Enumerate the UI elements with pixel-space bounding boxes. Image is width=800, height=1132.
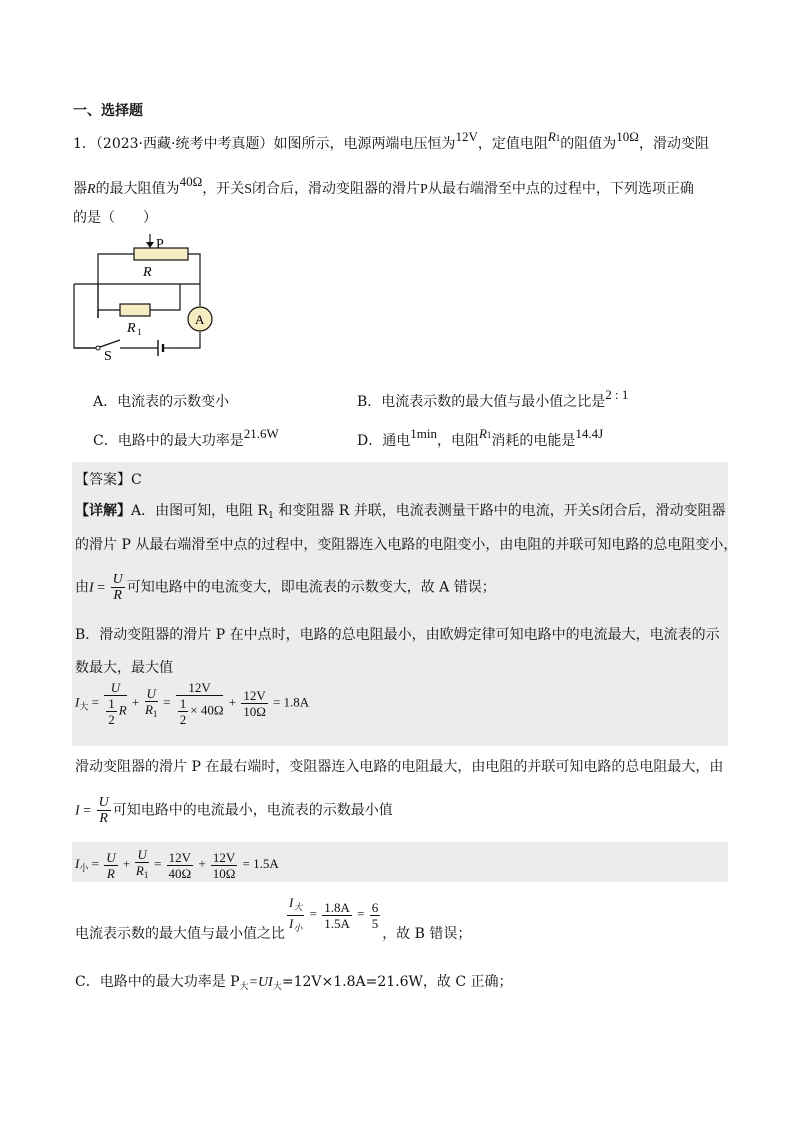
answer-label: 【答案】C	[75, 472, 142, 488]
switch-pivot	[96, 346, 100, 350]
option-c: C．电路中的最大功率是21.6W	[93, 426, 279, 449]
option-b-ratio: 2 : 1	[605, 387, 629, 402]
option-a: A．电流表的示数变小	[93, 394, 230, 410]
r-max-value: 40Ω	[179, 174, 203, 189]
option-d: D．通电1min，电阻R1消耗的电能是14.4J	[357, 426, 604, 449]
detail-b-line-1: B．滑动变阻器的滑片 P 在中点时，电路的总电阻最小，由欧姆定律可知电路中的电流最大，电流表的示	[75, 627, 720, 643]
label-r1: R	[127, 321, 136, 336]
detail-b-line-3: 滑动变阻器的滑片 P 在最右端时，变阻器连入电路的电阻最大，由电阻的并联可知电路的总电阻最大，由	[75, 759, 724, 775]
question-text: ，开关	[202, 181, 245, 197]
detail-b-line-2: 数最大，最大值	[75, 660, 173, 676]
option-c-value: 21.6W	[243, 426, 279, 441]
detail-line-3: 由I = $\frac{U}{R}$ 可知电路中的电流变大，即电流表的示数变大，故 A 错误；	[75, 572, 496, 603]
section-title: 一、选择题	[73, 103, 143, 119]
wire-left	[74, 284, 96, 348]
wire-r1-right	[150, 284, 180, 310]
label-p: P	[156, 237, 164, 252]
formula-max-current: $I_大$ = U $\frac{1}{2}$ R + $\frac{U}{R_1}$ = 12V $\frac{1}{2}$ × 40Ω + $\frac{12V}{10\Omega}$ = 1.8A	[75, 680, 310, 727]
resistor-r1	[120, 304, 150, 316]
option-b: B．电流表示数的最大值与最小值之比是2 : 1	[357, 387, 629, 410]
switch-symbol: S	[244, 182, 253, 197]
detail-b-line-4: I = $\frac{U}{R}$ 可知电路中的电流最小，电流表的示数最小值	[75, 795, 393, 826]
option-d-value: 14.4J	[575, 426, 604, 441]
switch-blade	[100, 340, 120, 347]
option-d-time: 1min	[410, 426, 437, 441]
r1-symbol: R1	[547, 129, 561, 144]
question-text: 从最右端滑至中点的过程中，下列选项正确	[427, 181, 694, 197]
label-r: R	[143, 265, 152, 280]
question-line-3: 的是（ ）	[73, 210, 157, 226]
option-d-r1: R1	[478, 426, 492, 441]
slider-arrow	[146, 242, 154, 248]
detail-line-1: 【详解】A．由图可知，电阻 $R_1$ 和变阻器 R 并联，电流表测量干路中的电流，开关S闭合后，滑动变阻器	[75, 503, 726, 521]
question-text: 器	[73, 181, 87, 197]
question-text: 的阻值为	[560, 136, 617, 152]
r-symbol: R	[87, 182, 96, 197]
question-text: 闭合后，滑动变阻器的滑片	[252, 181, 421, 197]
detail-b-ratio: 电流表示数的最大值与最小值之比 $\frac{I_大}{I_小}$ = $\frac{1.8A}{1.5A}$ = $\frac{6}{5}$ ，故 B 错误；	[75, 895, 472, 943]
detail-line-2: 的滑片 P 从最右端滑至中点的过程中，变阻器连入电路的电阻变小，由电阻的并联可知电路的总电阻变小，	[75, 537, 738, 553]
label-r1-sub: 1	[137, 327, 142, 337]
question-text: ，定值电阻	[477, 136, 548, 152]
question-text: 如图所示，电源两端电压恒为	[273, 136, 456, 152]
question-line-1	[73, 129, 709, 153]
wire-ammeter-bottom	[170, 332, 200, 348]
question-line-2	[73, 174, 694, 198]
wire-r1-left	[98, 310, 120, 318]
label-a: A	[195, 312, 205, 327]
slider-symbol: P	[420, 182, 428, 197]
question-text: 的最大阻值为	[95, 181, 180, 197]
question-source: （2023·西藏·统考中考真题）	[95, 136, 274, 152]
r1-value: 10Ω	[616, 129, 639, 144]
circuit-diagram	[70, 232, 220, 362]
question-number: 1．	[73, 136, 96, 152]
label-s: S	[104, 349, 112, 362]
formula-min-current: $I_小$ = $\frac{U}{R}$ + $\frac{U}{R_1}$ = $\frac{12V}{40\Omega}$ + $\frac{12V}{10\Omega}$ = 1.5A	[75, 847, 279, 881]
voltage-value: 12V	[455, 129, 478, 144]
question-text: ，滑动变阻	[638, 136, 709, 152]
detail-c-line: C．电路中的最大功率是 $P_大=UI_大=12V\times 1.8A=21.6W$，故 C 正确；	[75, 974, 513, 992]
wire-top-right	[188, 254, 200, 284]
